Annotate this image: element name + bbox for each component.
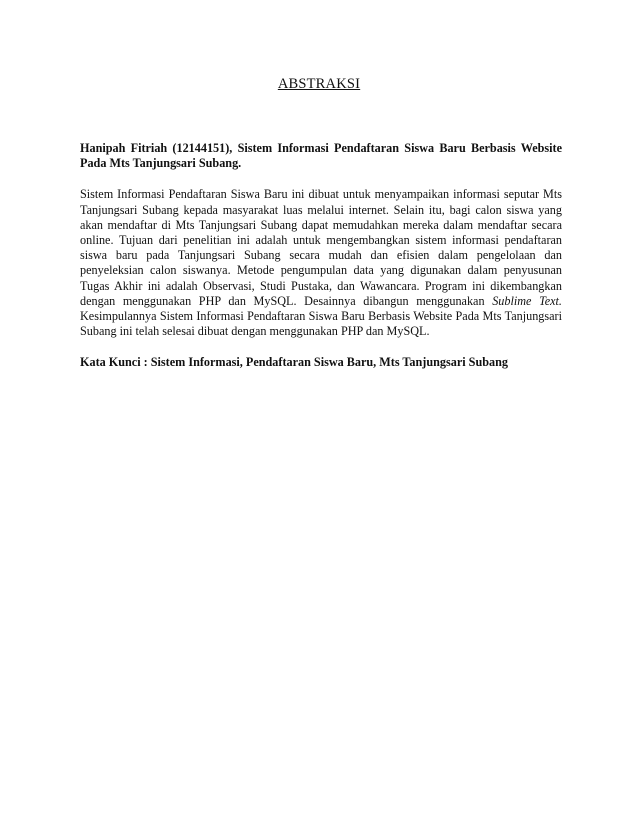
abstract-text-part-1: Sistem Informasi Pendaftaran Siswa Baru ini dibuat untuk menyampaikan informasi seputar Mts Tanjungsari Subang kepada masyarakat luas melalui internet. Selain itu, bagi calon siswa yang akan mendaftar di Mts Tanjungsari Subang dapat memudahkan mereka dalam mendaftar secara online. Tujuan dari penelitian ini adalah untuk mengembangkan sistem informasi pendaftaran siswa baru pada Tanjungsari Subang secara mudah dan efisien dalam pengelolaan dan penyeleksian calon siswanya. Metode pengumpulan data yang digunakan dalam penyusunan Tugas Akhir ini adalah Observasi, Studi Pustaka, dan Wawancara. Program ini dikembangkan dengan menggunakan PHP dan MySQL. Desainnya dibangun menggunakan bbox=[80, 187, 562, 308]
document-body bbox=[80, 141, 562, 371]
abstract-heading: Hanipah Fitriah (12144151), Sistem Informasi Pendaftaran Siswa Baru Berbasis Website Pada Mts Tanjungsari Subang. bbox=[80, 141, 562, 171]
abstract-italic-term: Sublime Text. bbox=[492, 293, 562, 308]
abstract-paragraph bbox=[80, 187, 562, 339]
abstract-text-part-2: Kesimpulannya Sistem Informasi Pendaftaran Siswa Baru Berbasis Website Pada Mts Tanjungsari Subang ini telah selesai dibuat dengan menggunakan PHP dan MySQL. bbox=[80, 309, 562, 339]
keywords-line: Kata Kunci : Sistem Informasi, Pendaftaran Siswa Baru, Mts Tanjungsari Subang bbox=[80, 355, 508, 370]
document-title: ABSTRAKSI bbox=[277, 76, 361, 92]
